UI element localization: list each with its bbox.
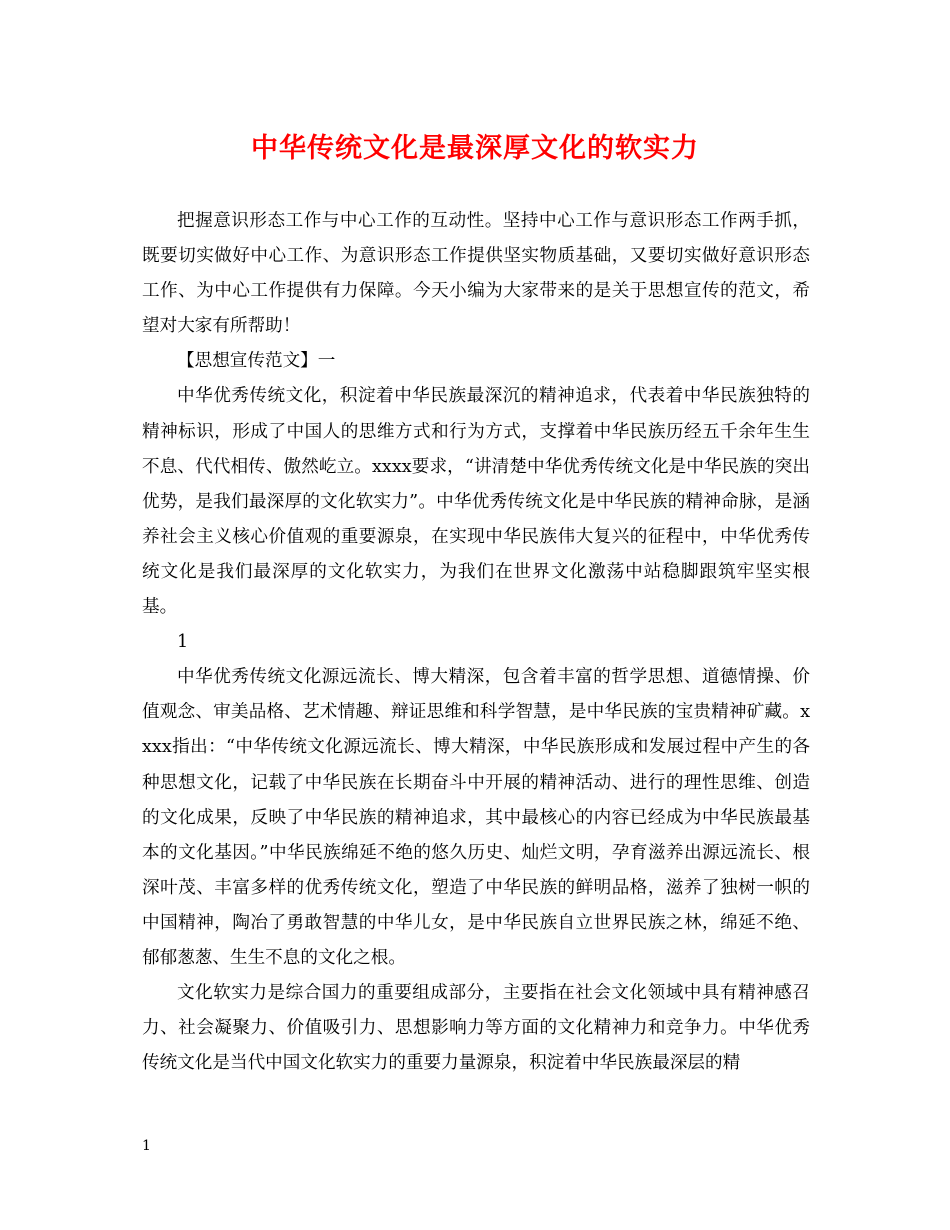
document-body (142, 204, 810, 1081)
paragraph: 中华优秀传统文化，积淀着中华民族最深沉的精神追求，代表着中华民族独特的精神标识，形成了中国人的思维方式和行为方式，支撑着中华民族历经五千余年生生不息、代代相传、傲然屹立。xxxx要求，“讲清楚中华优秀传统文化是中华民族的突出优势，是我们最深厚的文化软实力”。中华优秀传统文化是中华民族的精神命脉，是涵养社会主义核心价值观的重要源泉，在实现中华民族伟大复兴的征程中，中华优秀传统文化是我们最深厚的文化软实力，为我们在世界文化激荡中站稳脚跟筑牢坚实根基。 (142, 386, 810, 618)
section-heading: 【思想宣传范文】一 (177, 351, 336, 372)
paragraph: 中华优秀传统文化源远流长、博大精深，包含着丰富的哲学思想、道德情操、价值观念、审美品格、艺术情趣、辩证思维和科学智慧，是中华民族的宝贵精神矿藏。xxxx指出：“中华传统文化源远流长、博大精深，中华民族形成和发展过程中产生的各种思想文化，记载了中华民族在长期奋斗中开展的精神活动、进行的理性思维、创造的文化成果，反映了中华民族的精神追求，其中最核心的内容已经成为中华民族最基本的文化基因。”中华民族绵延不绝的悠久历史、灿烂文明，孕育滋养出源远流长、根深叶茂、丰富多样的优秀传统文化，塑造了中华民族的鲜明品格，滋养了独树一帜的中国精神，陶冶了勇敢智慧的中华儿女，是中华民族自立世界民族之林，绵延不绝、郁郁葱葱、生生不息的文化之根。 (142, 667, 810, 968)
section-number: 1 (177, 632, 189, 653)
paragraph-intro: 把握意识形态工作与中心工作的互动性。坚持中心工作与意识形态工作两手抓，既要切实做好中心工作、为意识形态工作提供坚实物质基础，又要切实做好意识形态工作、为中心工作提供有力保障。今天小编为大家带来的是关于思想宣传的范文，希望对大家有所帮助！ (142, 211, 810, 337)
document-title: 中华传统文化是最深厚文化的软实力 (251, 133, 699, 164)
page-number: 1 (142, 1138, 151, 1154)
paragraph: 文化软实力是综合国力的重要组成部分，主要指在社会文化领域中具有精神感召力、社会凝聚力、价值吸引力、思想影响力等方面的文化精神力和竞争力。中华优秀传统文化是当代中国文化软实力的重要力量源泉，积淀着中华民族最深层的精 (142, 983, 810, 1074)
